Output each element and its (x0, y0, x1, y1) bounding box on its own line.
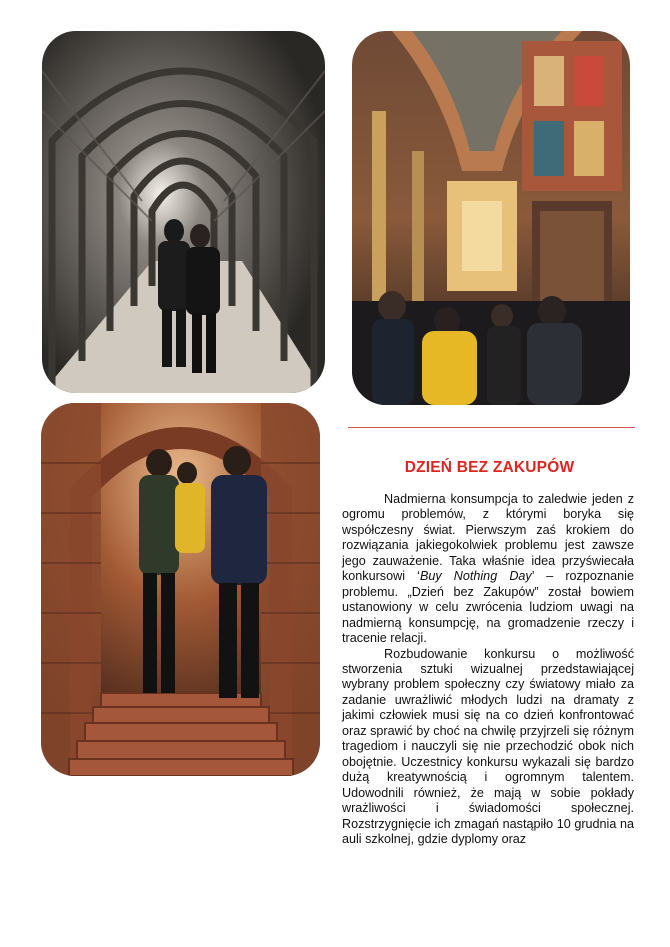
photo-church-interior (352, 31, 630, 405)
paragraph-1-text-b: ’ – rozpoznanie problemu. „Dzień bez Zakupów” został bowiem ustanowiony w celu zwrócenia ludziom uwagi na nadmierną konsumpcję, na gromadzenie rzeczy i tracenie relacji. (342, 569, 634, 646)
article-body (342, 492, 634, 847)
article-title: DZIEŃ BEZ ZAKUPÓW (404, 459, 575, 476)
section-divider (348, 427, 635, 428)
photo-mine-tunnel (42, 31, 325, 393)
buy-nothing-day-title: Buy Nothing Day (419, 569, 532, 584)
article-paragraph-1 (342, 492, 634, 647)
article-paragraph-2: Rozbudowanie konkursu o możliwość stworzenia sztuki wizualnej przedstawiającej wybrany problem społeczny czy światowy miało za zadanie uwrażliwić młodych ludzi na dramaty z jakimi człowiek musi się na co dzień konfrontować oraz sprawić by choć na chwilę przyjrzeli się różnym tragediom i nauczyli się nie przechodzić obok nich obojętnie. Uczestnicy konkursu wykazali się bardzo dużą kreatywnością i ogromnym talentem. Udowodnili również, że mają w sobie pokłady wrażliwości i świadomości społecznej. Rozstrzygnięcie ich zmagań nastąpiło 10 grudnia na auli szkolnej, gdzie dyplomy oraz (342, 646, 634, 846)
photo-brick-cellar (41, 403, 320, 776)
paragraph-1-text-a: Nadmierna konsumpcja to zaledwie jeden z ogromu problemów, z którymi boryka się współczesny świat. Pierwszym zaś krokiem do rozwiązania jakiegokolwiek problemu jest zawsze jego zauważenie. Taka właśnie idea przyświecała konkursowi ‘ (342, 492, 634, 584)
